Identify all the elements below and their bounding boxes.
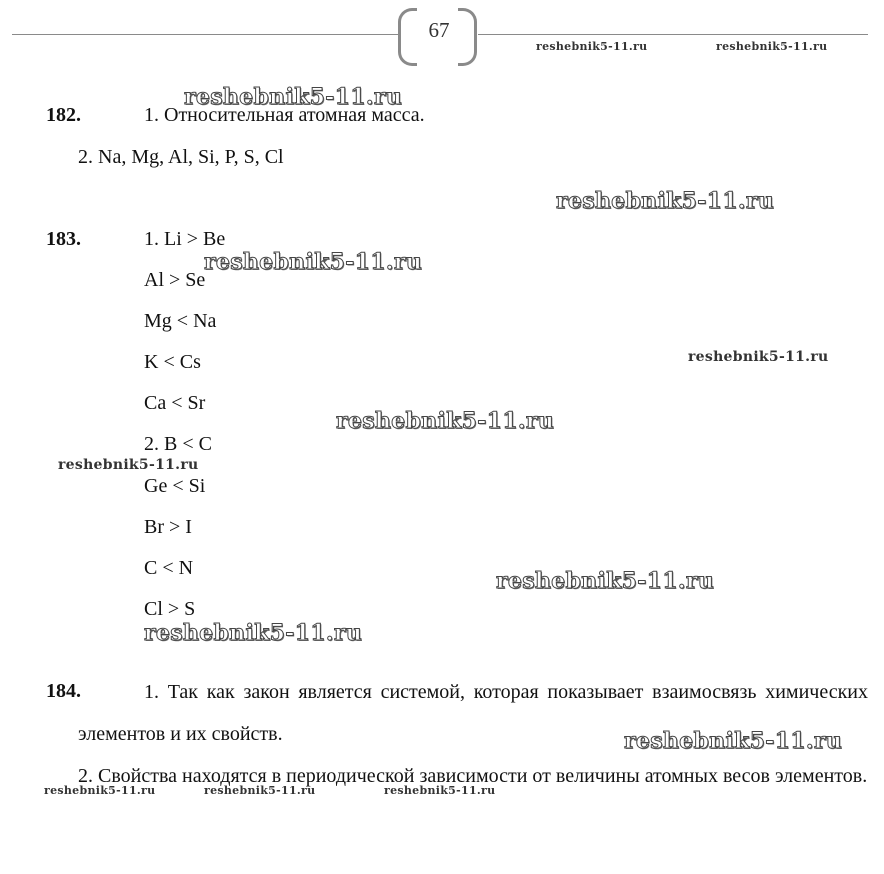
watermark: reshebnik5-11.ru <box>624 728 843 754</box>
watermark: reshebnik5-11.ru <box>204 784 316 797</box>
task-183-line: Ca < Sr <box>144 392 206 414</box>
task-184-paragraph-2: 2. Свойства находятся в периодической зависимости от величины атомных весов элементов. <box>78 765 868 787</box>
task-183-line: Al > Se <box>144 269 206 291</box>
task-182-line-1: 1. Относительная атомная масса. <box>144 104 425 126</box>
task-183-line: 2. B < C <box>144 433 212 455</box>
header-rule-left <box>12 34 398 35</box>
watermark: reshebnik5-11.ru <box>496 568 715 594</box>
page-number: 67 <box>428 18 450 42</box>
task-183-line: Ge < Si <box>144 475 206 497</box>
watermark: reshebnik5-11.ru <box>536 40 648 53</box>
task-183-line: 1. Li > Be <box>144 228 226 250</box>
watermark: reshebnik5-11.ru <box>716 40 828 53</box>
watermark: reshebnik5-11.ru <box>184 84 403 110</box>
task-number-182: 182. <box>46 104 81 126</box>
task-183-line: Mg < Na <box>144 310 217 332</box>
task-number-183: 183. <box>46 228 81 250</box>
watermark: reshebnik5-11.ru <box>336 408 555 434</box>
task-183-line: Br > I <box>144 516 192 538</box>
task-184-paragraph-1: 1. Так как закон является системой, которая показывает взаимосвязь химических элементов и их свойств. <box>78 681 868 745</box>
watermark: reshebnik5-11.ru <box>144 620 363 646</box>
task-182-line-2: 2. Na, Mg, Al, Si, P, S, Cl <box>78 146 284 168</box>
task-number-184: 184. <box>46 680 81 702</box>
header-rule-right <box>478 34 868 35</box>
watermark: reshebnik5-11.ru <box>44 784 156 797</box>
watermark: reshebnik5-11.ru <box>384 784 496 797</box>
watermark: reshebnik5-11.ru <box>688 349 829 365</box>
task-183-line: Cl > S <box>144 598 196 620</box>
watermark: reshebnik5-11.ru <box>58 457 199 473</box>
watermark: reshebnik5-11.ru <box>556 188 775 214</box>
task-183-line: C < N <box>144 557 194 579</box>
watermark: reshebnik5-11.ru <box>204 249 423 275</box>
page-number-bracket-left <box>398 8 417 66</box>
task-183-line: K < Cs <box>144 351 201 373</box>
